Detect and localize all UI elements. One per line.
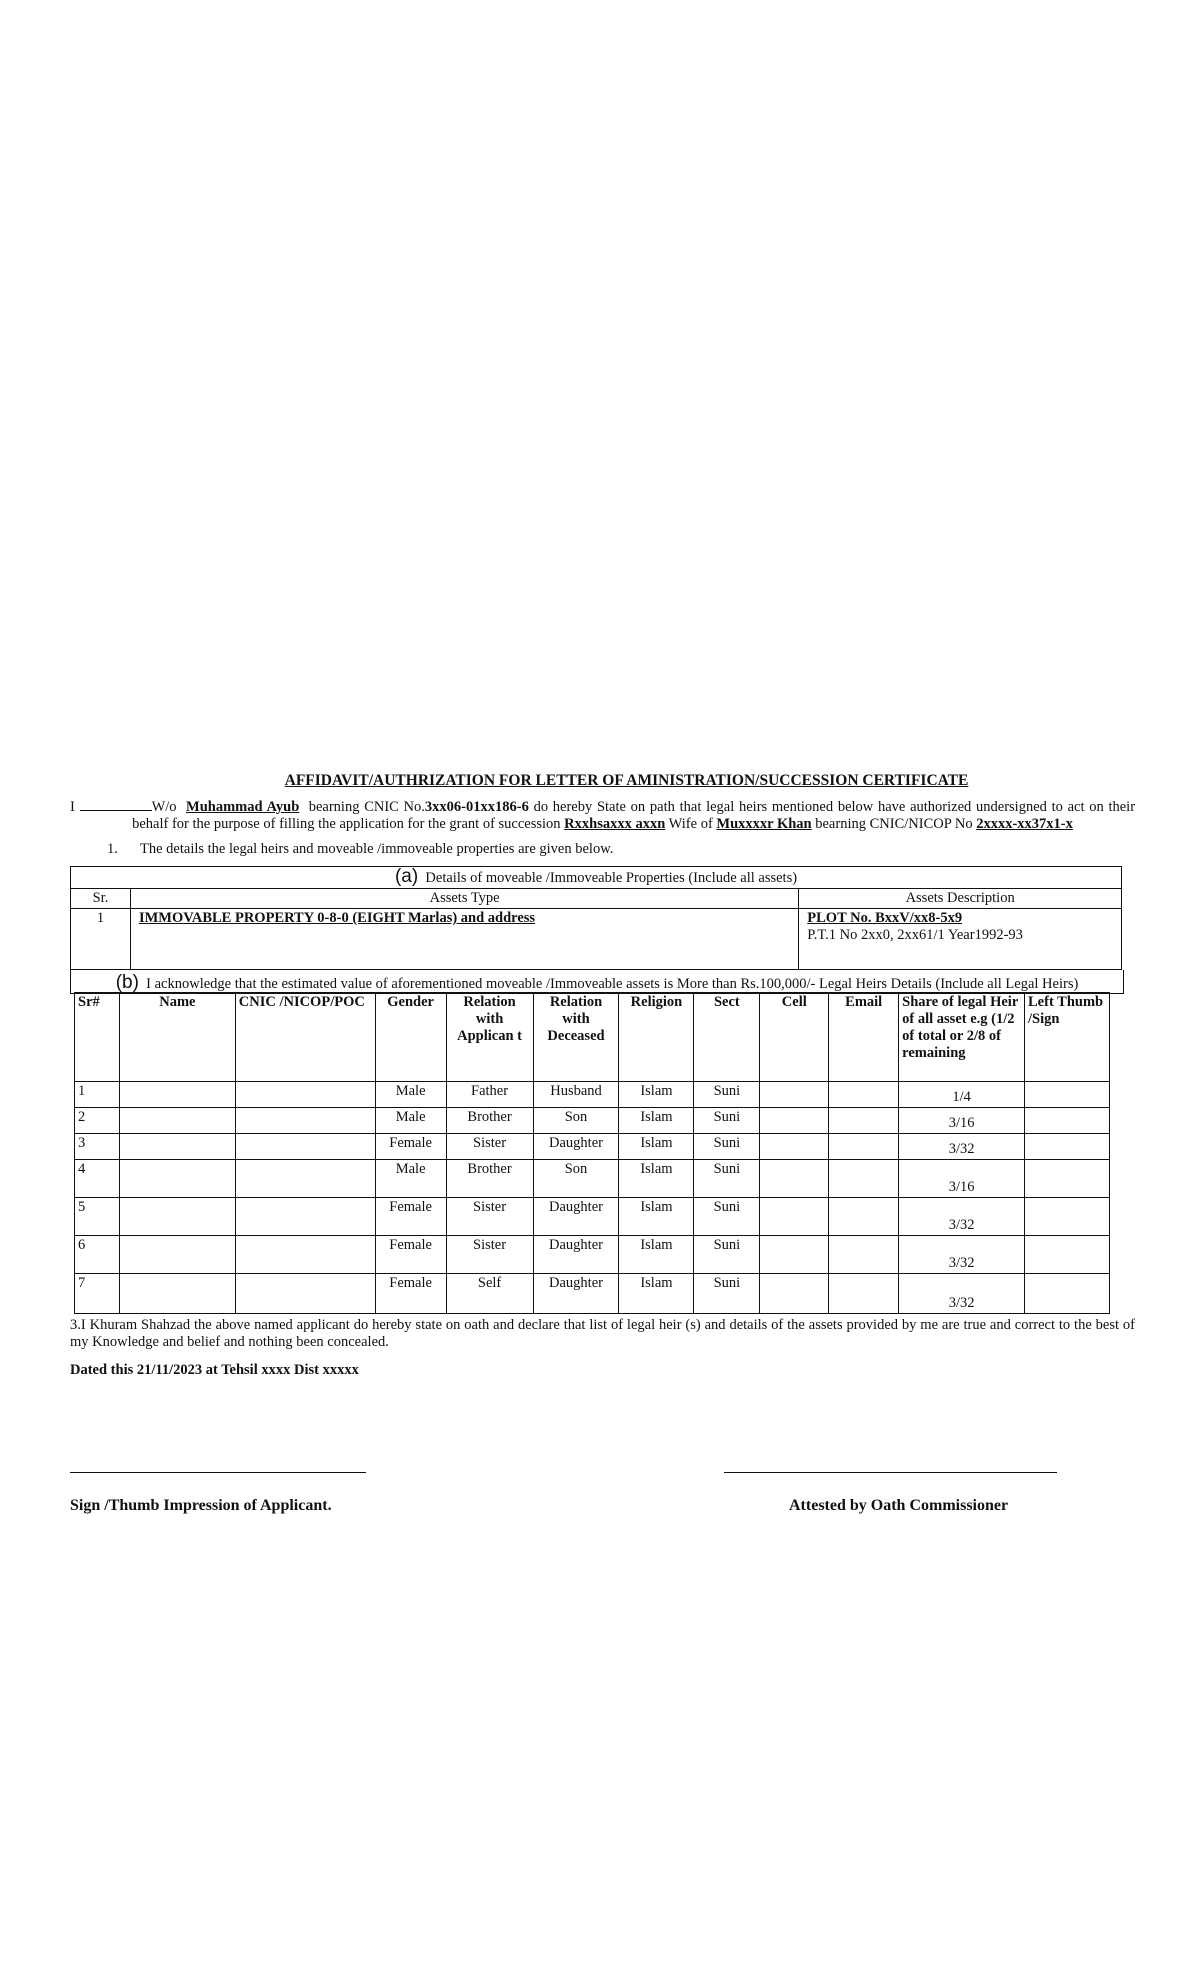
assets-col-type: Assets Type	[130, 889, 798, 909]
heir-row	[75, 1198, 1110, 1236]
col-sect: Sect	[694, 993, 760, 1082]
col-sr: Sr#	[75, 993, 120, 1082]
heir-cell	[760, 1236, 829, 1274]
point-1	[107, 841, 1135, 858]
heir-email	[829, 1082, 899, 1108]
heir-religion: Islam	[619, 1082, 694, 1108]
intro-bearing-cnic: bearning CNIC No.	[308, 799, 425, 815]
heir-name	[119, 1160, 235, 1198]
heir-religion: Islam	[619, 1134, 694, 1160]
heir-rel-deceased: Daughter	[533, 1134, 619, 1160]
heir-thumb	[1025, 1082, 1110, 1108]
heir-sect: Suni	[694, 1236, 760, 1274]
heir-rel-applicant: Self	[446, 1274, 533, 1314]
heir-rel-deceased: Daughter	[533, 1236, 619, 1274]
affidavit-document	[70, 772, 1135, 1379]
heir-cell	[760, 1198, 829, 1236]
intro-text: do hereby State on path that legal heirs mentioned below have authorized undersigned to act on their behalf for the purpose of filling the application for the grant of succession	[132, 799, 1136, 832]
assets-col-desc: Assets Description	[799, 889, 1122, 909]
heir-cell	[760, 1160, 829, 1198]
col-name: Name	[119, 993, 235, 1082]
deceased-cnic: 2xxxx-xx37x1-x	[976, 816, 1073, 832]
heir-sect: Suni	[694, 1160, 760, 1198]
heir-sect: Suni	[694, 1274, 760, 1314]
heir-share: 3/16	[899, 1108, 1025, 1134]
heir-share: 3/16	[899, 1160, 1025, 1198]
asset-sr: 1	[71, 909, 131, 970]
heir-religion: Islam	[619, 1160, 694, 1198]
heir-cnic	[235, 1236, 375, 1274]
applicant-signature-line	[70, 1472, 366, 1473]
col-thumb: Left Thumb /Sign	[1025, 993, 1110, 1082]
heir-name	[119, 1108, 235, 1134]
heir-share: 3/32	[899, 1134, 1025, 1160]
intro-bearing-cnic2: bearning CNIC/NICOP No	[815, 816, 973, 832]
heir-sr: 6	[75, 1236, 120, 1274]
declaration: 3.I Khuram Shahzad the above named applicant do hereby state on oath and declare that list of legal heir (s) and details of the assets provided by me are true and correct to the best of my Knowledge and belief and nothing been concealed.	[70, 1317, 1135, 1350]
heir-name	[119, 1134, 235, 1160]
point-1-number: 1.	[107, 841, 118, 857]
heir-share: 3/32	[899, 1198, 1025, 1236]
heir-cnic	[235, 1108, 375, 1134]
heirs-header-row	[75, 993, 1110, 1082]
heirs-marker: (b)	[115, 972, 139, 993]
heir-sr: 7	[75, 1274, 120, 1314]
heir-gender: Male	[375, 1160, 446, 1198]
heir-sr: 2	[75, 1108, 120, 1134]
heir-rel-applicant: Father	[446, 1082, 533, 1108]
col-relation-applicant: Relation with Applican t	[446, 993, 533, 1082]
heir-cell	[760, 1108, 829, 1134]
heir-gender: Male	[375, 1082, 446, 1108]
heir-email	[829, 1134, 899, 1160]
heir-sect: Suni	[694, 1198, 760, 1236]
assets-marker: (a)	[394, 866, 419, 887]
col-email: Email	[829, 993, 899, 1082]
heir-gender: Female	[375, 1236, 446, 1274]
heir-row	[75, 1160, 1110, 1198]
applicant-signature-label: Sign /Thumb Impression of Applicant.	[70, 1497, 332, 1514]
asset-row	[71, 909, 1122, 970]
point-1-text: The details the legal heirs and moveable /immoveable properties are given below.	[140, 841, 614, 857]
document-title: AFFIDAVIT/AUTHRIZATION FOR LETTER OF AMINISTRATION/SUCCESSION CERTIFICATE	[284, 772, 969, 789]
assets-heading-text: Details of moveable /Immoveable Properties (Include all assets)	[425, 870, 798, 886]
heir-rel-applicant: Sister	[446, 1198, 533, 1236]
heir-religion: Islam	[619, 1108, 694, 1134]
heir-cell	[760, 1134, 829, 1160]
heir-email	[829, 1160, 899, 1198]
heir-name	[119, 1274, 235, 1314]
heir-thumb	[1025, 1274, 1110, 1314]
heir-rel-deceased: Son	[533, 1108, 619, 1134]
heir-sr: 3	[75, 1134, 120, 1160]
heir-row	[75, 1108, 1110, 1134]
heir-gender: Female	[375, 1134, 446, 1160]
heir-thumb	[1025, 1108, 1110, 1134]
dated-line: Dated this 21/11/2023 at Tehsil xxxx Dist xxxxx	[70, 1362, 359, 1378]
intro-paragraph	[70, 797, 1135, 833]
heir-thumb	[1025, 1160, 1110, 1198]
heir-sr: 5	[75, 1198, 120, 1236]
deceased-husband-name: Muxxxxr Khan	[716, 816, 812, 832]
heir-share: 3/32	[899, 1236, 1025, 1274]
assets-col-sr: Sr.	[71, 889, 131, 909]
commissioner-signature-label: Attested by Oath Commissioner	[789, 1497, 1009, 1514]
heir-sr: 1	[75, 1082, 120, 1108]
heir-thumb	[1025, 1134, 1110, 1160]
asset-desc-title: PLOT No. BxxV/xx8-5x9	[807, 910, 963, 926]
col-share: Share of legal Heir of all asset e.g (1/2 of total or 2/8 of remaining	[899, 993, 1025, 1082]
heir-row	[75, 1274, 1110, 1314]
heir-email	[829, 1274, 899, 1314]
heir-sect: Suni	[694, 1134, 760, 1160]
heir-rel-applicant: Sister	[446, 1134, 533, 1160]
asset-desc-detail: P.T.1 No 2xx0, 2xx61/1 Year1992-93	[807, 927, 1023, 943]
heirs-heading-text: I acknowledge that the estimated value of aforementioned moveable /Immoveable assets is More than Rs.100,000/- Legal Heirs Details (Include all Legal Heirs)	[146, 976, 1079, 992]
intro-i: I	[70, 799, 75, 815]
heir-thumb	[1025, 1198, 1110, 1236]
heir-sr: 4	[75, 1160, 120, 1198]
heir-row	[75, 1236, 1110, 1274]
heir-religion: Islam	[619, 1236, 694, 1274]
heir-share: 3/32	[899, 1274, 1025, 1314]
heir-email	[829, 1198, 899, 1236]
heir-cnic	[235, 1160, 375, 1198]
heir-rel-applicant: Sister	[446, 1236, 533, 1274]
heir-thumb	[1025, 1236, 1110, 1274]
heirs-table	[74, 992, 1110, 1314]
col-relation-deceased: Relation with Deceased	[533, 993, 619, 1082]
heir-cell	[760, 1082, 829, 1108]
heir-religion: Islam	[619, 1198, 694, 1236]
heir-cnic	[235, 1198, 375, 1236]
husband-name: Muhammad Ayub	[186, 799, 300, 815]
applicant-cnic: 3xx06-01xx186-6	[424, 799, 529, 815]
heirs-section	[70, 970, 1124, 994]
col-gender: Gender	[375, 993, 446, 1082]
heir-email	[829, 1236, 899, 1274]
heir-name	[119, 1236, 235, 1274]
asset-desc-cell	[799, 909, 1122, 970]
heir-email	[829, 1108, 899, 1134]
heir-rel-deceased: Daughter	[533, 1274, 619, 1314]
heir-row	[75, 1134, 1110, 1160]
heir-cnic	[235, 1134, 375, 1160]
heir-sect: Suni	[694, 1108, 760, 1134]
deceased-name: Rxxhsaxxx axxn	[564, 816, 666, 832]
assets-table	[70, 866, 1122, 970]
asset-type-cell	[130, 909, 798, 970]
heir-gender: Female	[375, 1274, 446, 1314]
heir-rel-applicant: Brother	[446, 1160, 533, 1198]
heir-gender: Female	[375, 1198, 446, 1236]
heir-name	[119, 1082, 235, 1108]
heir-row	[75, 1082, 1110, 1108]
assets-heading	[71, 867, 1122, 889]
heir-sect: Suni	[694, 1082, 760, 1108]
col-religion: Religion	[619, 993, 694, 1082]
intro-wo: W/o	[151, 799, 177, 815]
heir-rel-deceased: Daughter	[533, 1198, 619, 1236]
heirs-heading	[71, 970, 1123, 993]
heir-cnic	[235, 1274, 375, 1314]
heir-cell	[760, 1274, 829, 1314]
heir-share: 1/4	[899, 1082, 1025, 1108]
asset-type: IMMOVABLE PROPERTY 0-8-0 (EIGHT Marlas) and address	[138, 910, 536, 926]
heir-cnic	[235, 1082, 375, 1108]
col-cell: Cell	[760, 993, 829, 1082]
heir-name	[119, 1198, 235, 1236]
heir-rel-deceased: Son	[533, 1160, 619, 1198]
heir-rel-deceased: Husband	[533, 1082, 619, 1108]
heir-gender: Male	[375, 1108, 446, 1134]
heir-rel-applicant: Brother	[446, 1108, 533, 1134]
col-cnic: CNIC /NICOP/POC	[235, 993, 375, 1082]
intro-wife-of: Wife of	[668, 816, 713, 832]
commissioner-signature-line	[724, 1472, 1057, 1473]
name-blank	[80, 797, 152, 811]
heir-religion: Islam	[619, 1274, 694, 1314]
